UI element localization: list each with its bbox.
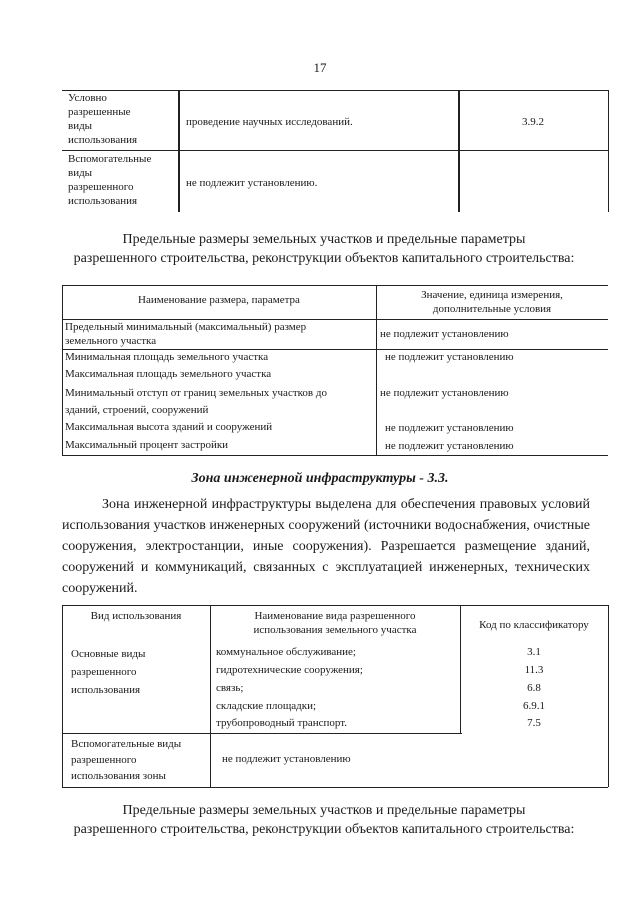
list-item-code: 3.1	[527, 646, 541, 658]
list-item: трубопроводный транспорт.	[216, 717, 348, 729]
table-row-name: не подлежит установлению.	[186, 177, 318, 189]
table-row-value: не подлежит установлению	[385, 440, 514, 452]
table-row-value: не подлежит установлению	[385, 351, 514, 363]
table-row-param: Минимальный отступ от границ земельных участков до зданий, строений, сооружений	[65, 387, 327, 416]
heading-line: разрешенного строительства, реконструкции объектов капитального строительства:	[73, 251, 575, 266]
list-item-code: 6.8	[527, 682, 541, 694]
table-row-param: Минимальная площадь земельного участка	[65, 351, 269, 363]
zone-title: Зона инженерной инфраструктуры - 3.3.	[191, 471, 449, 486]
column-header-code: Код по классификатору	[479, 619, 589, 631]
table-row-name: проведение научных исследований.	[186, 116, 353, 128]
table-row-name: не подлежит установлению	[222, 753, 351, 765]
heading-line: разрешенного строительства, реконструкции объектов капитального строительства:	[73, 822, 575, 837]
column-header-param: Наименование размера, параметра	[138, 294, 300, 306]
column-header-type: Вид использования	[90, 610, 182, 622]
table-row-value: не подлежит установлению	[385, 422, 514, 434]
table-row-type: Условно разрешенные виды использования	[68, 92, 138, 146]
column-header-value: Значение, единица измерения, дополнительные условия	[421, 289, 563, 315]
column-header-name: Наименование вида разрешенного использования земельного участка	[253, 610, 417, 636]
list-item-code: 11.3	[524, 664, 544, 676]
limits-heading	[40, 230, 608, 268]
list-item: коммунальное обслуживание;	[216, 646, 356, 658]
table-row-param: Максимальная площадь земельного участка	[65, 368, 272, 380]
table-row-code: 3.9.2	[522, 116, 544, 128]
table-row-param: Максимальная высота зданий и сооружений	[65, 421, 273, 433]
list-item-code: 7.5	[527, 717, 541, 729]
table-row-type: Вспомогательные виды разрешенного использования зоны	[71, 738, 182, 782]
table-row-value: не подлежит установлению	[380, 328, 509, 340]
list-item-code: 6.9.1	[523, 700, 545, 712]
limits-heading	[40, 801, 608, 839]
zone-description: Зона инженерной инфраструктуры выделена для обеспечения правовых условий использования участков инженерных сооружений (источники водоснабжения, очистные сооружения, электростанции, иные сооружения). Разрешается размещение зданий, сооружений и коммуникаций, связанных с эксплуатацией инженерных, технических сооружений.	[62, 497, 590, 596]
table-row-param: Максимальный процент застройки	[65, 439, 229, 451]
list-item: складские площадки;	[216, 700, 317, 712]
table-row-value: не подлежит установлению	[380, 387, 509, 399]
table-row-type: Основные виды разрешенного использования	[71, 648, 146, 696]
heading-line: Предельные размеры земельных участков и предельные параметры	[122, 232, 526, 247]
list-item: связь;	[216, 682, 244, 694]
table-row-type: Вспомогательные виды разрешенного использования	[68, 153, 152, 207]
table-row-param: Предельный минимальный (максимальный) размер земельного участка	[65, 321, 307, 347]
list-item: гидротехнические сооружения;	[216, 664, 363, 676]
page-number: 17	[313, 60, 327, 75]
heading-line: Предельные размеры земельных участков и предельные параметры	[122, 803, 526, 818]
